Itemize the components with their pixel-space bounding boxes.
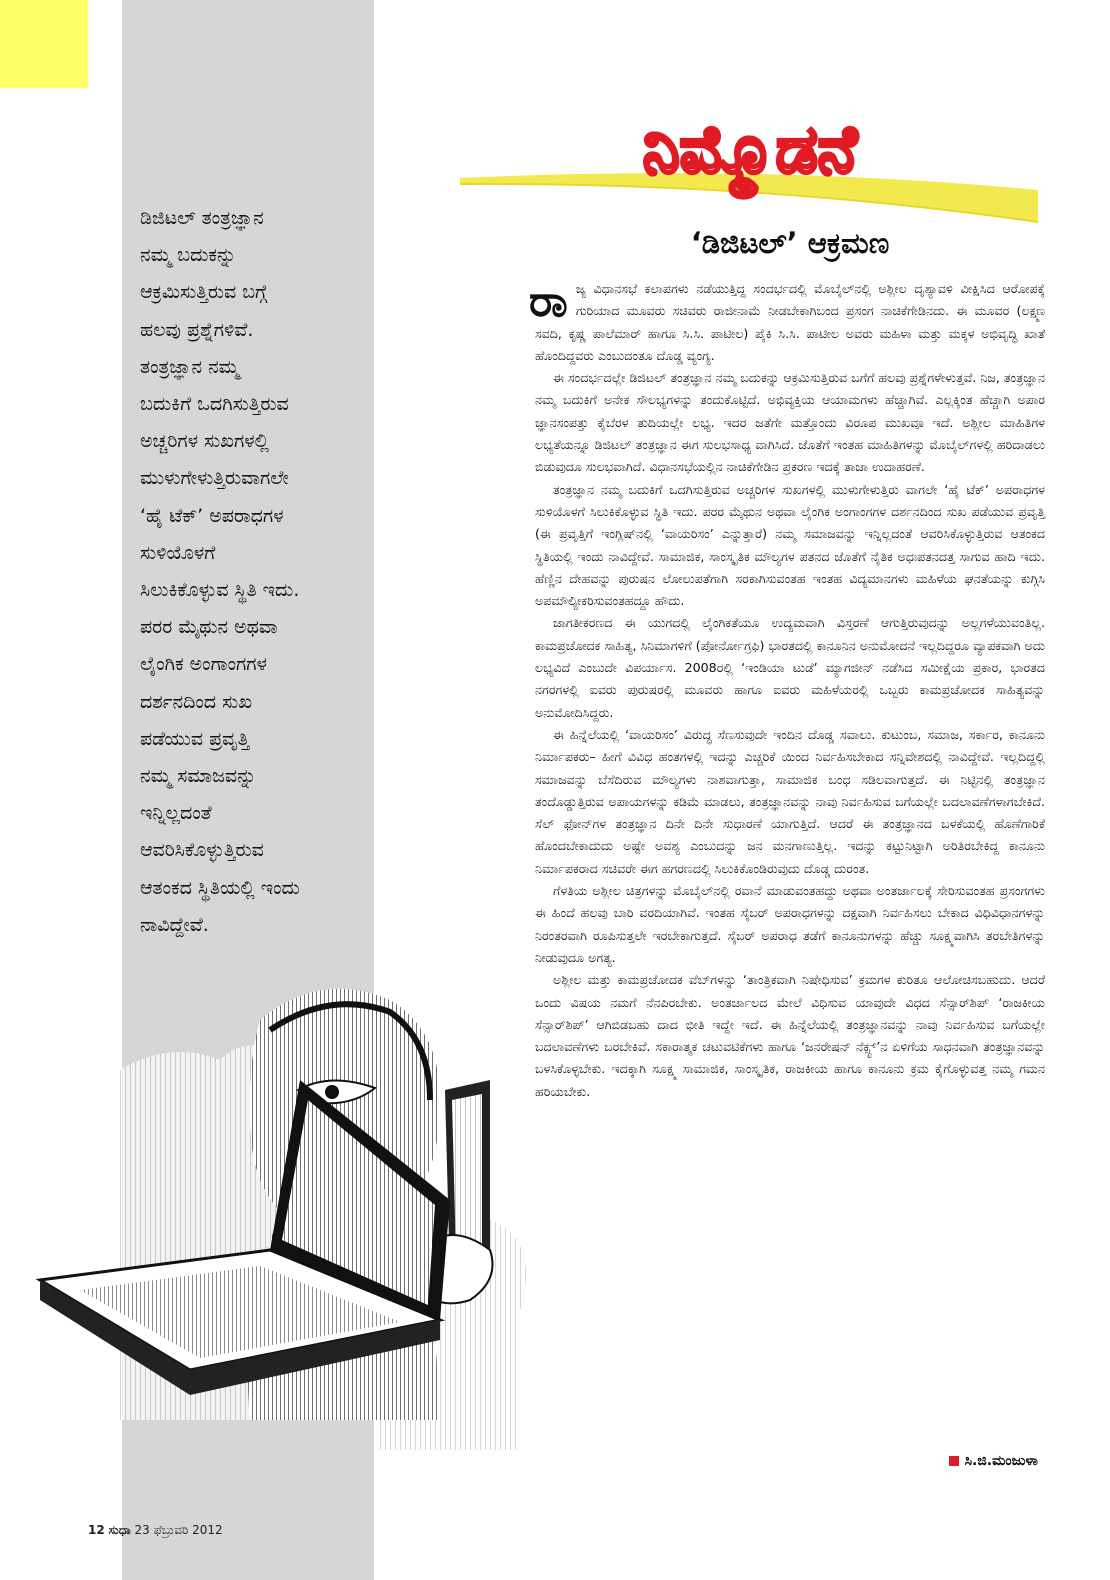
paragraph-6: ಗೆಳತಿಯ ಅಶ್ಲೀಲ ಚಿತ್ರಗಳನ್ನು ಮೊಬೈಲ್‌ನಲ್ಲಿ ರವಾನೆ ಮಾಡುವಂತಹದ್ದು ಅಥವಾ ಅಂತರ್ಜಾಲಕ್ಕೆ ಸೇರಿಸುವಂತಹ ಪ್ರಸಂಗಗಳು ಈ ಹಿಂದೆ ಹಲವು ಬಾರಿ ವರದಿಯಾಗಿವೆ. ಇಂತಹ ಸೈಬರ್ ಅಪರಾಧಗಳನ್ನು ದಕ್ಷವಾಗಿ ನಿರ್ವಹಿಸಲು ಬೇಕಾದ ವಿಧಿವಿಧಾನಗಳನ್ನು ನಿರಂತರವಾಗಿ ರೂಪಿಸುತ್ತಲೇ ಇರಬೇಕಾಗುತ್ತದೆ. ಸೈಬರ್ ಅಪರಾಧ ತಡೆಗೆ ಕಾನೂನುಗಳನ್ನು ಹೆಚ್ಚು ಸೂಕ್ಷ್ಮವಾಗಿಸಿ ತರಬೇತಿಗಳನ್ನು ನೀಡುವುದೂ ಅಗತ್ಯ. [535, 883, 1045, 965]
pull-quote-line: ಅಚ್ಚರಿಗಳ ಸುಖಗಳಲ್ಲಿ [140, 430, 269, 453]
pull-quote [140, 200, 375, 944]
pull-quote-line: ನಮ್ಮ ಬದುಕನ್ನು [140, 244, 237, 267]
paragraph-2: ಈ ಸಂದರ್ಭದಲ್ಲೇ ಡಿಜಿಟಲ್ ತಂತ್ರಜ್ಞಾನ ನಮ್ಮ ಬದುಕನ್ನು ಆಕ್ರಮಿಸುತ್ತಿರುವ ಬಗೆಗೆ ಹಲವು ಪ್ರಶ್ನೆಗಳೇಳುತ್ತವೆ. ನಿಜ, ತಂತ್ರಜ್ಞಾನ ನಮ್ಮ ಬದುಕಿಗೆ ಅನೇಕ ಸೌಲಭ್ಯಗಳನ್ನು ತಂದುಕೊಟ್ಟಿದೆ. ಅಭಿವ್ಯಕ್ತಿಯ ಆಯಾಮಗಳು ಹೆಚ್ಚಾಗಿವೆ. ಎಲ್ಲಕ್ಕಿಂತ ಹೆಚ್ಚಾಗಿ ಅಪಾರ ಜ್ಞಾನಸಂಪತ್ತು ಕೈಬೆರಳ ತುದಿಯಲ್ಲೇ ಲಭ್ಯ. ಇದರ ಜತೆಗೇ ಮತ್ತೊಂದು ವಿರೂಪ ಮುಖವೂ ಇದೆ. ಅಶ್ಲೀಲ ಮಾಹಿತಿಗಳ ಲಭ್ಯತೆಯನ್ನೂ ಡಿಜಿಟಲ್ ತಂತ್ರಜ್ಞಾನ ಈಗ ಸುಲಭಸಾಧ್ಯ ವಾಗಿಸಿದೆ. ಜೊತೆಗೆ ಇಂತಹ ಮಾಹಿತಿಗಳನ್ನು ಮೊಬೈಲ್‌ಗಳಲ್ಲಿ ಹರಿದಾಡಲು ಬಿಡುವುದೂ ಸುಲಭವಾಗಿದೆ. ವಿಧಾನಸಭೆಯಲ್ಲಿನ ನಾಚಿಕೆಗೇಡಿನ ಪ್ರಕರಣ ಇದಕ್ಕೆ ತಾಜಾ ಉದಾಹರಣೆ. [535, 370, 1045, 475]
drop-cap: ರಾ [529, 276, 568, 327]
magazine-name: ಸುಧಾ [108, 1523, 131, 1537]
pull-quote-line: ಆಕ್ರಮಿಸುತ್ತಿರುವ ಬಗ್ಗೆ [140, 281, 268, 304]
pull-quote-line: ಸುಳಿಯೊಳಗೆ [140, 541, 216, 564]
byline [949, 1453, 1038, 1469]
page-number: 12 [88, 1523, 105, 1537]
masthead-title [460, 72, 1040, 232]
masthead-text: ನಿಮ್ಮೊಡನೆ [642, 111, 858, 188]
pull-quote-line: ಹಲವು ಪ್ರಶ್ನೆಗಳಿವೆ. [140, 318, 254, 341]
pull-quote-line: ದರ್ಶನದಿಂದ ಸುಖ [140, 690, 253, 713]
issue-date: 23 ಫೆಬ್ರುವರಿ 2012 [134, 1523, 223, 1537]
corner-color-block [0, 0, 88, 88]
pull-quote-line: ಪಡೆಯುವ ಪ್ರವೃತ್ತಿ [140, 727, 250, 750]
pull-quote-line: ಡಿಜಿಟಲ್ ತಂತ್ರಜ್ಞಾನ [140, 207, 264, 229]
pull-quote-line: ಆವರಿಸಿಕೊಳ್ಳುತ್ತಿರುವ [140, 839, 264, 862]
page-folio [88, 1523, 223, 1538]
paragraph-1: ರಾಜ್ಯ ವಿಧಾನಸಭೆ ಕಲಾಪಗಳು ನಡೆಯುತ್ತಿದ್ದ ಸಂದರ್ಭದಲ್ಲಿ ಮೊಬೈಲ್‌ನಲ್ಲಿ ಅಶ್ಲೀಲ ದೃಶ್ಯಾವಳಿ ವೀಕ್ಷಿಸಿದ ಆರೋಪಕ್ಕೆ ಗುರಿಯಾದ ಮೂವರು ಸಚಿವರು ರಾಜೀನಾಮೆ ನೀಡಬೇಕಾಗಿಬಂದ ಪ್ರಸಂಗ ನಾಚಿಕೆಗೇಡಿನದು. ಈ ಮೂವರ (ಲಕ್ಷ್ಮಣ ಸವದಿ, ಕೃಷ್ಣ ಪಾಲೆಮಾರ್ ಹಾಗೂ ಸಿ.ಸಿ. ಪಾಟೀಲ) ಪೈಕಿ ಸಿ.ಸಿ. ಪಾಟೀಲ ಅವರು ಮಹಿಳಾ ಮತ್ತು ಮಕ್ಕಳ ಅಭಿವೃದ್ಧಿ ಖಾತೆ ಹೊಂದಿದ್ದವರು ಎಂಬುದಂತೂ ದೊಡ್ಡ ವ್ಯಂಗ್ಯ. [529, 276, 1045, 363]
pull-quote-line: ಮುಳುಗೇಳುತ್ತಿರುವಾಗಲೇ [140, 467, 289, 490]
paragraph-5: ಈ ಹಿನ್ನೆಲೆಯಲ್ಲಿ ‘ವಾಯರಿಸಂ’ ವಿರುದ್ಧ ಸೆಣಸುವುದೇ ಇಂದಿನ ದೊಡ್ಡ ಸವಾಲು. ಕುಟುಂಬ, ಸಮಾಜ, ಸರ್ಕಾರ, ಕಾನೂನು ನಿರ್ಮಾಪಕರು– ಹೀಗೆ ವಿವಿಧ ಹಂತಗಳಲ್ಲಿ ಇದನ್ನು ಎಚ್ಚರಿಕೆ ಯಿಂದ ನಿರ್ವಹಿಸಬೇಕಾದ ಸನ್ನಿವೇಶದಲ್ಲಿ ನಾವಿದ್ದೇವೆ. ಇಲ್ಲದಿದ್ದಲ್ಲಿ ಸಮಾಜವನ್ನು ಬೆಸೆದಿರುವ ಮೌಲ್ಯಗಳು ನಾಶವಾಗುತ್ತಾ, ಸಾಮಾಜಿಕ ಬಂಧ ಸಡಿಲವಾಗುತ್ತದೆ. ಈ ನಿಟ್ಟಿನಲ್ಲಿ ತಂತ್ರಜ್ಞಾನ ತಂದೊಡ್ಡುತ್ತಿರುವ ಅಪಾಯಗಳನ್ನು ಕಡಿಮೆ ಮಾಡಲು, ತಂತ್ರಜ್ಞಾನವನ್ನು ನಾವು ನಿರ್ವಹಿಸುವ ಬಗೆಯಲ್ಲೇ ಬದಲಾವಣೆಗಳಾಗಬೇಕಿದೆ. ಸೆಲ್ ಫೋನ್‌ಗಳ ತಂತ್ರಜ್ಞಾನ ದಿನೇ ದಿನೇ ಸುಧಾರಣೆ ಯಾಗುತ್ತಿದೆ. ಆದರೆ ಈ ತಂತ್ರಜ್ಞಾನದ ಬಳಕೆಯಲ್ಲಿ ಹೊಣೆಗಾರಿಕೆ ಹೊಂದಬೇಕಾದುದು ಅಷ್ಟೇ ಅವಶ್ಯ ಎಂಬುದನ್ನು ಜನ ಮನಗಾಣುತ್ತಿಲ್ಲ. ಇದನ್ನು ಕಟ್ಟುನಿಟ್ಟಾಗಿ ಅರಿತಿರಬೇಕಿದ್ದ ಕಾನೂನು ನಿರ್ಮಾಪಕರಾದ ಸಚಿವರೇ ಈಗ ಹಗರಣದಲ್ಲಿ ಸಿಲುಕಿಕೊಂಡಿರುವುದು ದೊಡ್ಡ ದುರಂತ. [535, 726, 1045, 876]
article-headline: ‘ಡಿಜಿಟಲ್’ ಆಕ್ರಮಣ [690, 226, 890, 260]
pull-quote-line: ಆತಂಕದ ಸ್ಥಿತಿಯಲ್ಲಿ ಇಂದು [140, 876, 300, 899]
byline-square-icon [949, 1456, 959, 1466]
pull-quote-line: ಪರರ ಮೈಥುನ ಅಥವಾ [140, 616, 278, 639]
pull-quote-line: ಸಿಲುಕಿಕೊಳ್ಳುವ ಸ್ಥಿತಿ ಇದು. [140, 579, 300, 602]
paragraph-7: ಅಶ್ಲೀಲ ಮತ್ತು ಕಾಮಪ್ರಚೋದಕ ವೆಬ್‌ಗಳನ್ನು ‘ತಾಂತ್ರಿಕವಾಗಿ ನಿಷೇಧಿಸುವ’ ಕ್ರಮಗಳ ಕುರಿತೂ ಆಲೋಚಿಸಬಹುದು. ಆದರೆ ಒಂದು ವಿಷಯ ನಮಗೆ ನೆನಪಿರಬೇಕು. ಅಂತರ್ಜಾಲದ ಮೇಲೆ ವಿಧಿಸುವ ಯಾವುದೇ ವಿಧದ ಸೆನ್ಸಾರ್‌ಶಿಪ್ ‘ರಾಜಕೀಯ ಸೆನ್ಸಾರ್‌ಶಿಪ್’ ಆಗಿಬಿಡಬಹು ದಾದ ಭೀತಿ ಇದ್ದೇ ಇದೆ. ಈ ಹಿನ್ನೆಲೆಯಲ್ಲಿ ತಂತ್ರಜ್ಞಾನವನ್ನು ನಾವು ನಿರ್ವಹಿಸುವ ಬಗೆಯಲ್ಲೇ ಬದಲಾವಣೆಗಳು ಬರಬೇಕಿವೆ. ಸಕಾರಾತ್ಮಕ ಚಟುವಟಿಕೆಗಳು ಹಾಗೂ ‘ಜನರೇಷನ್ ನೆಕ್ಸ್ಟ್’ನ ಏಳಿಗೆಯ ಸಾಧನವಾಗಿ ತಂತ್ರಜ್ಞಾನವನ್ನು ಬಳಸಿಕೊಳ್ಳಬೇಕು. ಇದಕ್ಕಾಗಿ ಸೂಕ್ಷ್ಮ ಸಾಮಾಜಿಕ, ಸಾಂಸ್ಕೃತಿಕ, ರಾಜಕೀಯ ಹಾಗೂ ಕಾನೂನು ಕ್ರಮ ಕೈಗೊಳ್ಳುವತ್ತ ನಮ್ಮ ಗಮನ ಹರಿಯಬೇಕು. [535, 972, 1045, 1099]
author-name: ಸಿ.ಜಿ.ಮಂಜುಳಾ [964, 1453, 1038, 1469]
pull-quote-line: ನಾವಿದ್ದೇವೆ. [140, 913, 209, 936]
pull-quote-line: ‘ಹೈ ಟೆಕ್’ ಅಪರಾಧಗಳ [140, 504, 284, 527]
pull-quote-line: ಬದುಕಿಗೆ ಒದಗಿಸುತ್ತಿರುವ [140, 393, 289, 416]
pull-quote-line: ನಮ್ಮ ಸಮಾಜವನ್ನು [140, 765, 257, 788]
hacker-illustration [20, 950, 540, 1470]
article-body [529, 276, 1045, 1103]
paragraph-4: ಜಾಗತೀಕರಣದ ಈ ಯುಗದಲ್ಲಿ ಲೈಂಗಿಕತೆಯೂ ಉದ್ಯಮವಾಗಿ ವಿಸ್ತರಣೆ ಆಗುತ್ತಿರುವುದನ್ನು ಅಲ್ಲಗಳೆಯುವಂತಿಲ್ಲ. ಕಾಮಪ್ರಚೋದಕ ಸಾಹಿತ್ಯ, ಸಿನಿಮಾಗಳಿಗೆ (ಪೋರ್ನೋಗ್ರಫಿ) ಭಾರತದಲ್ಲಿ ಕಾನೂನಿನ ಅನುಮೋದನೆ ಇಲ್ಲದಿದ್ದರೂ ವ್ಯಾಪಕವಾಗಿ ಅದು ಲಭ್ಯವಿದೆ ಎಂಬುದೇ ವಿಪರ್ಯಾಸ. 2008ರಲ್ಲಿ ‘ಇಂಡಿಯಾ ಟುಡೆ’ ಮ್ಯಾಗಜೀನ್ ನಡೆಸಿದ ಸಮೀಕ್ಷೆಯ ಪ್ರಕಾರ, ಭಾರತದ ನಗರಗಳಲ್ಲಿ ಐವರು ಪುರುಷರಲ್ಲಿ ಮೂವರು ಹಾಗೂ ಐವರು ಮಹಿಳೆಯರಲ್ಲಿ ಒಬ್ಬರು ಕಾಮಪ್ರಚೋದಕ ಸಾಹಿತ್ಯವನ್ನು ಅನುಮೋದಿಸಿದ್ದರು. [535, 615, 1045, 720]
pull-quote-line: ಲೈಂಗಿಕ ಅಂಗಾಂಗಗಳ [140, 653, 267, 676]
pull-quote-line: ತಂತ್ರಜ್ಞಾನ ನಮ್ಮ [140, 355, 240, 378]
paragraph-3: ತಂತ್ರಜ್ಞಾನ ನಮ್ಮ ಬದುಕಿಗೆ ಒದಗಿಸುತ್ತಿರುವ ಅಚ್ಚರಿಗಳ ಸುಖಗಳಲ್ಲಿ ಮುಳುಗೇಳುತ್ತಿರು ವಾಗಲೇ ‘ಹೈ ಟೆಕ್’ ಅಪರಾಧಗಳ ಸುಳಿಯೊಳಗೆ ಸಿಲುಕಿಕೊಳ್ಳುವ ಸ್ಥಿತಿ ಇದು. ಪರರ ಮೈಥುನ ಅಥವಾ ಲೈಂಗಿಕ ಅಂಗಾಂಗಗಳ ದರ್ಶನದಿಂದ ಸುಖ ಪಡೆಯುವ ಪ್ರವೃತ್ತಿ (ಈ ಪ್ರವೃತ್ತಿಗೆ ಇಂಗ್ಲಿಷ್‌ನಲ್ಲಿ ‘ವಾಯರಿಸಂ’ ಎನ್ನುತ್ತಾರೆ) ನಮ್ಮ ಸಮಾಜವನ್ನು ಇನ್ನಿಲ್ಲದಂತೆ ಆವರಿಸಿಕೊಳ್ಳುತ್ತಿರುವ ಆತಂಕದ ಸ್ಥಿತಿಯಲ್ಲಿ ಇಂದು ನಾವಿದ್ದೇವೆ. ಸಾಮಾಜಿಕ, ಸಾಂಸ್ಕೃತಿಕ ಮೌಲ್ಯಗಳ ಪತನದ ಜೊತೆಗೆ ನೈತಿಕ ಅಧಃಪತನದತ್ತ ಸಾಗುವ ಹಾದಿ ಇದು. ಹೆಣ್ಣಿನ ದೇಹವನ್ನು ಪುರುಷನ ಲೋಲುಪತೆಗಾಗಿ ಸರಕಾಗಿಸುವಂತಹ ಇಂತಹ ವಿದ್ಯಮಾನಗಳು ಮಹಿಳೆಯ ಘನತೆಯನ್ನು ಕುಗ್ಗಿಸಿ ಅಪಮೌಲ್ಯೀಕರಿಸುವಂತಹದ್ದೂ ಹೌದು. [535, 481, 1045, 609]
pull-quote-line: ಇನ್ನಿಲ್ಲದಂತೆ [140, 802, 212, 825]
